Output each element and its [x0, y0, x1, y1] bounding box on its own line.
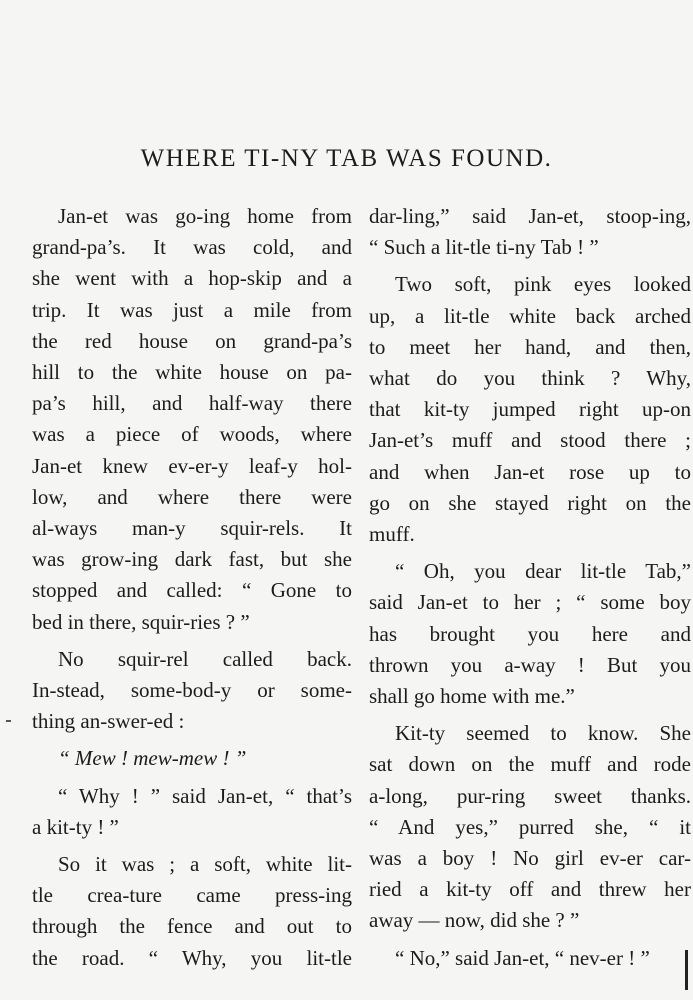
text-line: tle crea-ture came press-ing — [32, 883, 352, 908]
text-line: “ No,” said Jan-et, “ nev-er ! ” — [395, 945, 650, 970]
text-line: a kit-ty ! ” — [32, 814, 119, 839]
text-line: Kit-ty seemed to know. She — [395, 721, 691, 746]
page-edge-mark — [685, 950, 688, 990]
text-line: away — now, did she ? ” — [369, 908, 580, 933]
text-line: In-stead, some-bod-y or some- — [32, 678, 352, 703]
text-line: low, and where there were — [32, 484, 352, 509]
text-line: said Jan-et to her ; “ some boy — [369, 590, 691, 615]
text-line: grand-pa’s. It was cold, and — [32, 235, 352, 260]
text-line: the red house on grand-pa’s — [32, 328, 352, 353]
text-line: Jan-et’s muff and stood there ; — [369, 428, 691, 453]
text-line: pa’s hill, and half-way there — [32, 391, 352, 416]
text-line: “ Mew ! mew-mew ! ” — [58, 746, 247, 771]
text-line: was grow-ing dark fast, but she — [32, 547, 352, 572]
text-line: shall go home with me.” — [369, 684, 575, 709]
text-line: “ Oh, you dear lit-tle Tab,” — [395, 559, 691, 584]
text-line: that kit-ty jumped right up-on — [369, 397, 691, 422]
text-line: Two soft, pink eyes looked — [395, 272, 691, 297]
text-column-left — [32, 201, 352, 974]
text-line: dar-ling,” said Jan-et, stoop-ing, — [369, 204, 691, 228]
text-line: stopped and called: “ Gone to — [32, 578, 352, 603]
text-line: al-ways man-y squir-rels. It — [32, 516, 352, 541]
text-line: “ Such a lit-tle ti-ny Tab ! ” — [369, 235, 599, 260]
text-line: go on she stayed right on the — [369, 490, 691, 515]
text-line: trip. It was just a mile from — [32, 297, 352, 322]
text-line: the road. “ Why, you lit-tle — [32, 945, 352, 970]
text-line: hill to the white house on pa- — [32, 360, 352, 385]
text-line: was a piece of woods, where — [32, 422, 352, 447]
text-line: up, a lit-tle white back arched — [369, 303, 691, 328]
text-line: “ And yes,” purred she, “ it — [369, 814, 691, 839]
text-line: what do you think ? Why, — [369, 366, 691, 391]
text-column-right — [369, 201, 691, 974]
margin-mark — [6, 720, 11, 722]
text-line: Jan-et knew ev-er-y leaf-y hol- — [32, 453, 352, 478]
text-line: ried a kit-ty off and threw her — [369, 877, 691, 902]
text-line: muff. — [369, 522, 415, 547]
page-title: WHERE TI-NY TAB WAS FOUND. — [140, 145, 553, 172]
text-line: No squir-rel called back. — [58, 646, 352, 671]
text-line: was a boy ! No girl ev-er car- — [369, 846, 691, 871]
text-line: thing an-swer-ed : — [32, 709, 185, 734]
text-line: Jan-et was go-ing home from — [58, 204, 352, 228]
text-line: and when Jan-et rose up to — [369, 459, 691, 484]
text-line: has brought you here and — [369, 621, 691, 646]
text-line: “ Why ! ” said Jan-et, “ that’s — [58, 783, 352, 808]
text-line: she went with a hop-skip and a — [32, 266, 352, 291]
text-line: So it was ; a soft, white lit- — [58, 852, 352, 877]
text-line: through the fence and out to — [32, 914, 352, 939]
text-line: a-long, pur-ring sweet thanks. — [369, 783, 691, 808]
text-line: to meet her hand, and then, — [369, 334, 691, 359]
text-line: thrown you a-way ! But you — [369, 652, 691, 677]
text-line: bed in there, squir-ries ? ” — [32, 609, 250, 634]
text-line: sat down on the muff and rode — [369, 752, 691, 777]
